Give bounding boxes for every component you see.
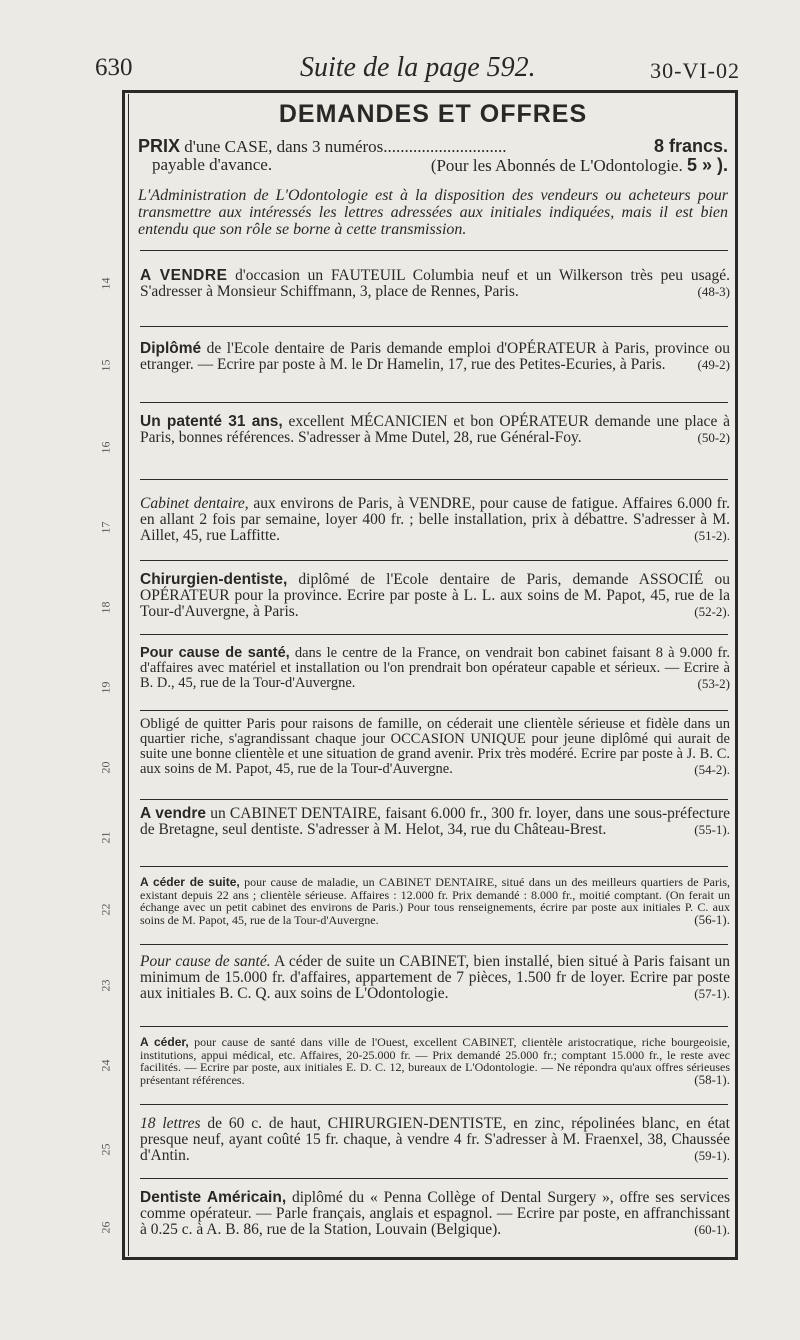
margin-number: 15 xyxy=(98,359,113,372)
ad-59 xyxy=(140,1116,730,1164)
margin-number: 18 xyxy=(98,601,113,614)
separator xyxy=(140,326,728,327)
separator xyxy=(140,634,728,635)
separator xyxy=(140,402,728,403)
separator xyxy=(140,560,728,561)
separator xyxy=(140,944,728,945)
ad-text: un CABINET DENTAIRE, faisant 6.000 fr., 300 fr. loyer, dans une sous-préfecture de Bretagne, seul dentiste. S'adresser à M. Helot, 34, rue du Château-Brest. xyxy=(140,805,730,838)
separator xyxy=(140,1026,728,1027)
price-value: 8 francs. xyxy=(653,136,728,156)
ad-55 xyxy=(140,806,730,838)
ad-lead: Un patenté 31 ans, xyxy=(140,413,283,430)
ad-ref: (48-3) xyxy=(697,284,730,299)
ad-ref: (60-1). xyxy=(694,1222,730,1237)
subscribers-text: (Pour les Abonnés de L'Odontologie. xyxy=(430,156,683,175)
ad-text: pour cause de santé dans ville de l'Ouest, excellent CABINET, clientèle aristocratique, riche bourgeoisie, institutions, appui médical, etc. Affaires, 20-25.000 fr. — Prix demandé 25.000 fr.; comptant 15.000 fr., le reste avec facilités. — Ecrire par poste, aux initiales E. D. C. 12, bureaux de L'Odontologie. — Ne répondra qu'aux offres sérieuses présentant références. xyxy=(140,1035,730,1087)
margin-number: 16 xyxy=(98,441,113,454)
margin-number: 17 xyxy=(98,521,113,534)
section-header xyxy=(138,100,728,238)
margin-number: 22 xyxy=(98,903,113,916)
ad-text: de quitter Paris pour raisons de famille, on céderait une clientèle sérieuse et fidèle dans un quartier riche, s'agrandissant chaque jour OCCASION UNIQUE pour jeune diplômé qui aurait de suite une bonne clientèle et une situation de grand avenir. Prix très modéré. Ecrire par poste à J. B. C. aux soins de M. Papot, 45, rue de la Tour-d'Auvergne. xyxy=(140,716,730,777)
ad-text: diplômé de l'Ecole dentaire de Paris, demande ASSOCIÉ ou OPÉRATEUR pour la province. Ecrire par poste à L. L. aux soins de M. Papot, 45, rue de la Tour-d'Auvergne, à Paris. xyxy=(140,571,730,620)
ad-ref: (58-1). xyxy=(694,1071,730,1087)
ad-text: de 60 c. de haut, CHIRURGIEN-DENTISTE, en zinc, répolinées blanc, en état presque neuf, ayant coûté 15 fr. chaque, à vendre 4 fr. S'adresser à M. Fraenxel, 38, Chaussée d'Antin. xyxy=(140,1115,730,1164)
ad-54 xyxy=(140,717,730,777)
ad-lead: Cabinet dentaire, xyxy=(140,495,249,512)
margin-number: 21 xyxy=(98,831,113,844)
ad-49 xyxy=(140,341,730,373)
ad-ref: (52-2). xyxy=(694,604,730,619)
running-header xyxy=(95,52,740,92)
ad-ref: (50-2) xyxy=(697,430,730,445)
ad-text: A céder de suite un CABINET, bien installé, bien situé à Paris faisant un minimum de 15.000 fr. d'affaires, appartement de 7 pièces, 1.500 fr de loyer. Ecrire par poste aux initiales B. C. Q. aux soins de L'Odontologie. xyxy=(140,953,730,1002)
margin-number: 23 xyxy=(98,979,113,992)
ad-lead: Pour cause de santé, xyxy=(140,645,290,661)
ad-52 xyxy=(140,572,730,620)
ad-ref: (55-1). xyxy=(694,822,730,837)
ad-58 xyxy=(140,1036,730,1086)
ad-ref: (57-1). xyxy=(694,986,730,1001)
ad-lead: Obligé xyxy=(140,716,180,732)
ad-57 xyxy=(140,954,730,1002)
price-label: PRIX xyxy=(138,136,181,156)
ad-ref: (59-1). xyxy=(694,1148,730,1163)
price-block xyxy=(138,137,728,175)
ad-text: aux environs de Paris, à VENDRE, pour cause de fatigue. Affaires 6.000 fr. en allant 2 fois par semaine, loyer 400 fr. ; belle installation, prix à débattre. S'adresser à M. Aillet, 45, rue Laffitte. xyxy=(140,495,730,544)
margin-number: 24 xyxy=(98,1059,113,1072)
ad-lead: Diplômé xyxy=(140,340,202,357)
ad-lead: 18 lettres xyxy=(140,1115,201,1132)
separator xyxy=(140,250,728,251)
ad-ref: (51-2). xyxy=(694,528,730,543)
intro-paragraph: L'Administration de L'Odontologie est à la disposition des vendeurs ou acheteurs pour transmettre aux intéressés les lettres adressées aux initiales indiquées, mais il est bien entendu que son rôle se borne à cette transmission. xyxy=(138,187,728,238)
ad-lead: Chirurgien-dentiste, xyxy=(140,571,288,588)
ad-53 xyxy=(140,646,730,691)
ad-51 xyxy=(140,496,730,544)
separator xyxy=(140,799,728,800)
ad-ref: (53-2) xyxy=(697,676,730,691)
ad-lead: A céder de suite, xyxy=(140,875,240,889)
ad-lead: A VENDRE xyxy=(140,267,228,284)
ad-ref: (54-2). xyxy=(694,762,730,777)
ad-60 xyxy=(140,1190,730,1238)
ad-text: dans le centre de la France, on vendrait bon cabinet faisant 8 à 9.000 fr. d'affaires avec matériel et installation ou l'on prendrait bon opérateur capable et sérieux. — Ecrire à B. D., 45, rue de la Tour-d'Auvergne. xyxy=(140,645,731,691)
separator xyxy=(140,866,728,867)
ad-50 xyxy=(140,414,730,446)
ad-lead: A céder, xyxy=(140,1035,189,1049)
separator xyxy=(140,1104,728,1105)
separator xyxy=(140,479,728,480)
ad-lead: Pour cause de santé. xyxy=(140,953,271,970)
separator xyxy=(140,1178,728,1179)
ad-lead: A vendre xyxy=(140,805,207,822)
ad-ref: (49-2) xyxy=(697,357,730,372)
page-number: 630 xyxy=(95,54,133,81)
ad-56 xyxy=(140,876,730,926)
payable-text: payable d'avance. xyxy=(152,155,273,174)
running-head: Suite de la page 592. xyxy=(300,52,536,83)
margin-number: 26 xyxy=(98,1221,113,1234)
ad-text: de l'Ecole dentaire de Paris demande emploi d'OPÉRATEUR à Paris, province ou etranger. — Ecrire par poste à M. le Dr Hamelin, 17, rue des Petites-Ecuries, à Paris. xyxy=(140,340,730,373)
margin-number: 20 xyxy=(98,761,113,774)
margin-number: 14 xyxy=(98,277,113,290)
frame-rule-left xyxy=(128,94,129,1256)
ad-text: pour cause de maladie, un CABINET DENTAIRE, situé dans un des meilleurs quartiers de Paris, existant depuis 22 ans ; clientèle sérieuse. Affaires : 12.000 fr. Prix demandé : 8.000 fr., moitié comptant. (On ferait un échange avec un petit cabinet des environs de Paris.) Pour tous renseignements, écrire par poste aux initiales P. C. aux soins de M. Papot, 45, rue de la Tour-d'Auvergne. xyxy=(140,875,730,927)
ad-48 xyxy=(140,268,730,300)
margin-number: 19 xyxy=(98,681,113,694)
ad-lead: Dentiste Américain, xyxy=(140,1189,287,1206)
ad-text: d'occasion un FAUTEUIL Columbia neuf et un Wilkerson très peu usagé. S'adresser à Monsieur Schiffmann, 3, place de Rennes, Paris. xyxy=(140,267,730,300)
subscribers-value: 5 » ). xyxy=(686,155,728,175)
separator xyxy=(140,710,728,711)
ad-ref: (56-1). xyxy=(694,911,730,927)
section-title: DEMANDES ET OFFRES xyxy=(278,100,588,128)
ad-text: diplômé du « Penna Collège of Dental Surgery », offre ses services comme opérateur. — Parle français, anglais et espagnol. — Ecrire par poste, en affranchissant à 0.25 c. à A. B. 86, rue de la Station, Louvain (Belgique). xyxy=(140,1189,731,1238)
price-text: d'une CASE, dans 3 numéros............................. xyxy=(184,137,507,156)
margin-number: 25 xyxy=(98,1143,113,1156)
ad-text: excellent MÉCANICIEN et bon OPÉRATEUR demande une place à Paris, bonnes références. S'adresser à Mme Dutel, 28, rue Général-Foy. xyxy=(140,413,730,446)
page-date: 30-VI-02 xyxy=(650,58,740,83)
